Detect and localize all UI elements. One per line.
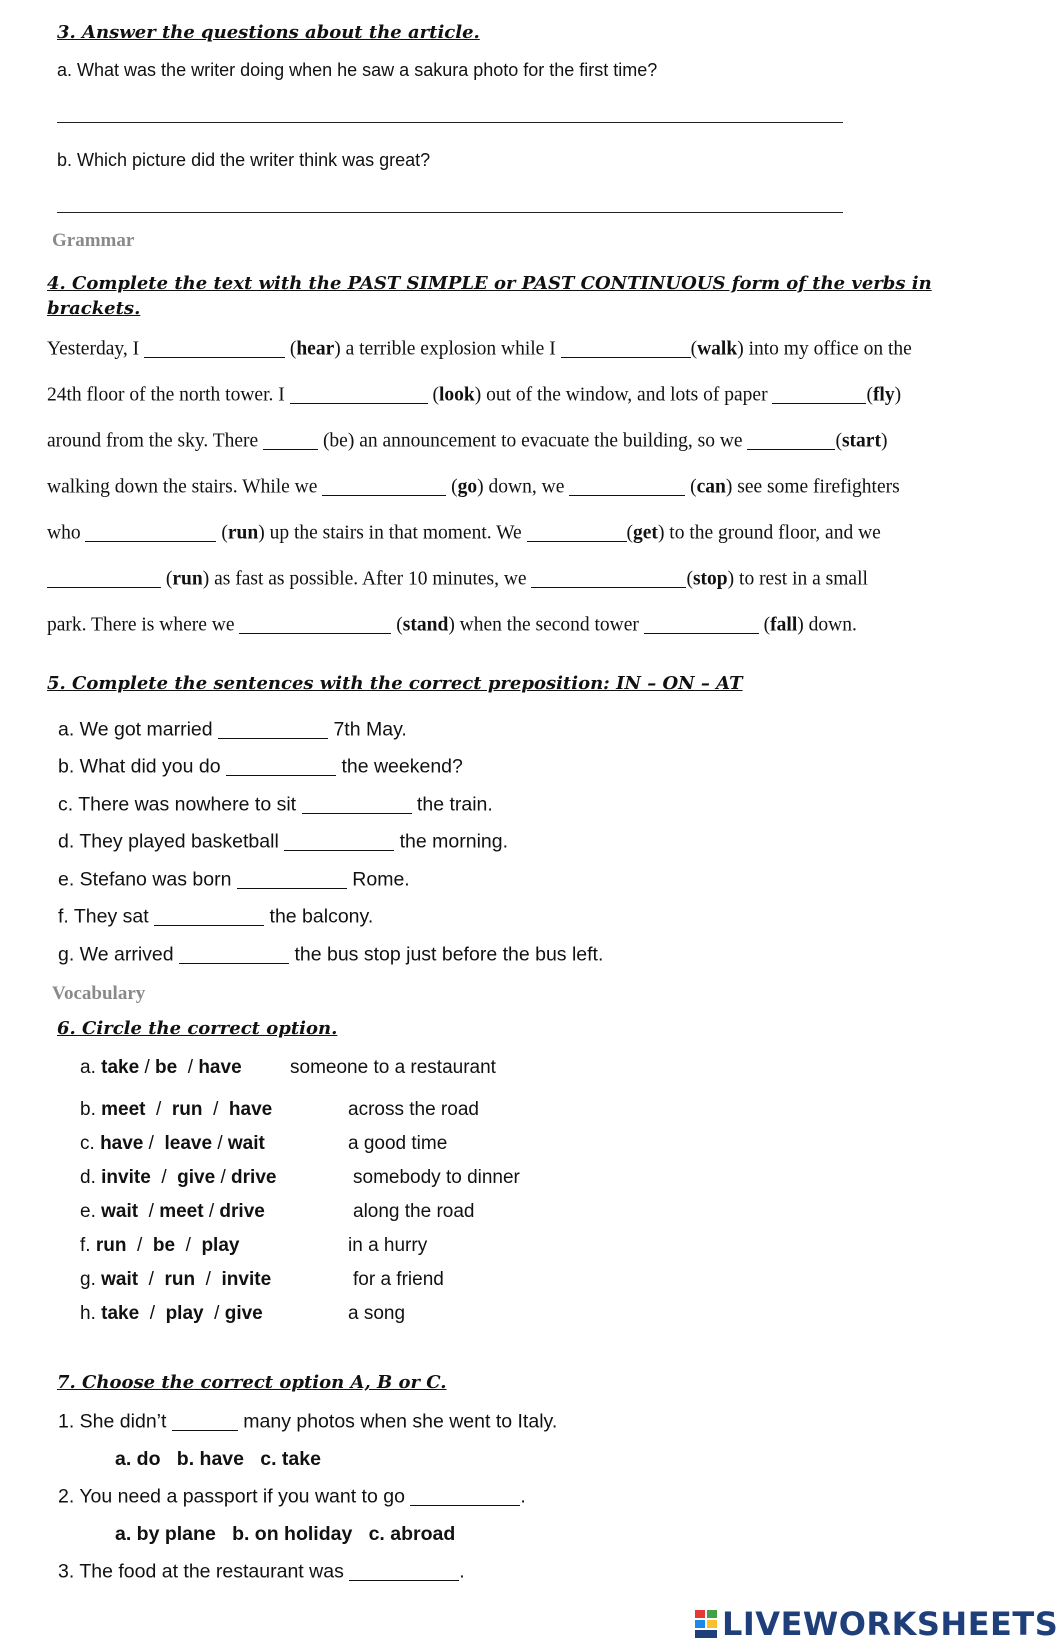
blank-be[interactable] xyxy=(263,429,318,450)
option[interactable]: give xyxy=(224,1303,263,1324)
blank[interactable] xyxy=(237,868,347,889)
preposition-item-e xyxy=(58,868,410,892)
option[interactable]: have xyxy=(228,1099,273,1120)
preposition-item-f xyxy=(58,905,373,929)
mc-options-1 xyxy=(115,1448,321,1471)
paragraph-line-2 xyxy=(47,383,901,407)
mc-question-2 xyxy=(58,1485,526,1509)
option[interactable]: be xyxy=(155,1057,178,1078)
preposition-item-d xyxy=(58,830,508,854)
letter: b. xyxy=(80,1099,96,1120)
text: ( xyxy=(835,430,842,452)
text: b. What did you do xyxy=(58,755,227,778)
text: ( xyxy=(289,338,297,360)
option[interactable]: run xyxy=(164,1269,196,1290)
vocabulary-label: Vocabulary xyxy=(52,983,146,1004)
section-6-title: 6. Circle the correct option. xyxy=(57,1018,338,1039)
option[interactable]: play xyxy=(201,1235,240,1256)
text: the morning. xyxy=(394,830,509,853)
verb: start xyxy=(841,430,881,452)
text: the train. xyxy=(411,793,493,816)
option-c[interactable]: c. take xyxy=(260,1448,321,1470)
option[interactable]: meet xyxy=(159,1201,204,1222)
phrase-d: somebody to dinner xyxy=(353,1167,520,1188)
mc-question-1 xyxy=(58,1410,557,1434)
letter: c. xyxy=(80,1133,95,1154)
text: walking down the stairs. While we xyxy=(47,476,323,498)
text: ( xyxy=(165,568,173,590)
text: (be) an announcement to evacuate the building, so we xyxy=(322,430,748,452)
answer-line-a[interactable] xyxy=(57,122,843,123)
text: 7th May. xyxy=(328,718,407,741)
blank-walk[interactable] xyxy=(561,337,691,358)
question-text: What was the writer doing when he saw a sakura photo for the first time? xyxy=(77,60,658,80)
option-c[interactable]: c. abroad xyxy=(368,1523,456,1545)
answer-line-b[interactable] xyxy=(57,212,843,213)
blank-stand[interactable] xyxy=(239,613,391,634)
blank-stop[interactable] xyxy=(531,567,686,588)
option[interactable]: wait xyxy=(101,1201,139,1222)
section-5-title: 5. Complete the sentences with the correct preposition: IN – ON – AT xyxy=(47,673,743,694)
liveworksheets-logo-icon xyxy=(695,1610,717,1638)
option[interactable]: run xyxy=(171,1099,203,1120)
verb: stop xyxy=(692,568,728,590)
letter: a. xyxy=(80,1057,96,1078)
phrase-a: someone to a restaurant xyxy=(290,1057,496,1078)
paragraph-line-3 xyxy=(47,429,887,453)
text: e. Stefano was born xyxy=(58,868,237,891)
text: 2. You need a passport if you want to go xyxy=(58,1485,411,1508)
text: ( xyxy=(396,614,403,636)
blank-run-1[interactable] xyxy=(85,521,216,542)
option[interactable]: invite xyxy=(101,1167,151,1188)
verb: go xyxy=(457,476,478,498)
text: 1. She didn’t xyxy=(58,1410,172,1433)
preposition-item-c xyxy=(58,793,493,817)
option[interactable]: take xyxy=(101,1057,140,1078)
option-row-f[interactable]: f. run / be / play xyxy=(80,1235,240,1256)
section-4-title-line2: brackets. xyxy=(47,298,141,319)
text: 3. The food at the restaurant was xyxy=(58,1560,350,1583)
text: f. They sat xyxy=(58,905,155,928)
text: ) down, we xyxy=(477,476,570,498)
option-a[interactable]: a. by plane xyxy=(115,1523,216,1545)
text: ) down. xyxy=(797,614,857,636)
text: ) when the second tower xyxy=(448,614,644,636)
verb: run xyxy=(172,568,203,590)
text: many photos when she went to Italy. xyxy=(237,1410,558,1433)
option[interactable]: drive xyxy=(219,1201,265,1222)
option-row-a[interactable]: a. take / be / have xyxy=(80,1057,242,1078)
blank-fall[interactable] xyxy=(644,613,759,634)
text: c. There was nowhere to sit xyxy=(58,793,302,816)
option-b[interactable]: b. have xyxy=(176,1448,244,1470)
text: ) xyxy=(880,430,888,452)
option[interactable]: leave xyxy=(164,1133,213,1154)
option[interactable]: invite xyxy=(221,1269,272,1290)
question-text: Which picture did the writer think was great? xyxy=(77,150,431,170)
option[interactable]: give xyxy=(177,1167,216,1188)
letter: e. xyxy=(80,1201,96,1222)
preposition-item-b xyxy=(58,755,463,779)
verb: run xyxy=(227,522,259,544)
option[interactable]: have xyxy=(198,1057,242,1078)
text: ) to the ground floor, and we xyxy=(657,522,881,544)
verb: hear xyxy=(296,338,335,360)
text: ) out of the window, and lots of paper xyxy=(474,384,773,406)
blank-get[interactable] xyxy=(527,521,627,542)
phrase-c: a good time xyxy=(348,1133,448,1154)
phrase-g: for a friend xyxy=(353,1269,444,1290)
text: g. We arrived xyxy=(58,943,180,966)
option[interactable]: be xyxy=(152,1235,176,1256)
text: ) to rest in a small xyxy=(727,568,868,590)
text: ( xyxy=(626,522,634,544)
verb: can xyxy=(696,476,726,498)
question-a xyxy=(57,60,657,81)
section-7-title: 7. Choose the correct option A, B or C. xyxy=(57,1372,447,1393)
blank[interactable] xyxy=(172,1410,238,1431)
paragraph-line-7 xyxy=(47,613,857,637)
text: ( xyxy=(686,568,693,590)
paragraph-line-4 xyxy=(47,475,900,499)
option[interactable]: run xyxy=(95,1235,127,1256)
grammar-label: Grammar xyxy=(52,230,135,251)
preposition-item-g xyxy=(58,943,603,967)
text: ( xyxy=(763,614,771,636)
text: Yesterday, I xyxy=(47,338,144,360)
option[interactable]: drive xyxy=(231,1167,277,1188)
option-row-b[interactable]: b. meet / run / have xyxy=(80,1099,273,1120)
text: around from the sky. There xyxy=(47,430,264,452)
text: ) up the stairs in that moment. We xyxy=(258,522,527,544)
blank-look[interactable] xyxy=(290,383,428,404)
blank[interactable] xyxy=(410,1485,520,1506)
option[interactable]: take xyxy=(101,1303,140,1324)
text: park. There is where we xyxy=(47,614,240,636)
verb: fall xyxy=(770,614,798,636)
text: ) a terrible explosion while I xyxy=(334,338,561,360)
question-letter: b. xyxy=(57,150,73,170)
text: a. We got married xyxy=(58,718,219,741)
letter: d. xyxy=(80,1167,96,1188)
option-b[interactable]: b. on holiday xyxy=(232,1523,353,1545)
blank-go[interactable] xyxy=(322,475,446,496)
paragraph-line-5 xyxy=(47,521,881,545)
preposition-item-a xyxy=(58,718,407,742)
option[interactable]: have xyxy=(100,1133,144,1154)
phrase-e: along the road xyxy=(353,1201,475,1222)
section-4-title-line1: 4. Complete the text with the PAST SIMPLE or PAST CONTINUOUS form of the verbs in xyxy=(47,273,932,294)
option-row-g[interactable]: g. wait / run / invite xyxy=(80,1269,272,1290)
option[interactable]: wait xyxy=(101,1269,139,1290)
paragraph-line-1 xyxy=(47,337,912,361)
phrase-b: across the road xyxy=(348,1099,479,1120)
phrase-h: a song xyxy=(348,1303,406,1324)
question-b xyxy=(57,150,430,171)
verb: look xyxy=(439,384,475,406)
option[interactable]: meet xyxy=(101,1099,146,1120)
question-letter: a. xyxy=(57,60,73,80)
text: Rome. xyxy=(346,868,410,891)
letter: f. xyxy=(80,1235,91,1256)
text: ( xyxy=(221,522,228,544)
verb: walk xyxy=(697,338,738,360)
paragraph-line-6 xyxy=(47,567,868,591)
blank[interactable] xyxy=(218,718,328,739)
text: the bus stop just before the bus left. xyxy=(289,943,604,966)
text: d. They played basketball xyxy=(58,830,285,853)
text: ( xyxy=(432,384,439,406)
text: ) as fast as possible. After 10 minutes, we xyxy=(202,568,532,590)
option-row-e[interactable]: e. wait / meet / drive xyxy=(80,1201,265,1222)
option-row-h[interactable]: h. take / play / give xyxy=(80,1303,263,1324)
phrase-f: in a hurry xyxy=(348,1235,428,1256)
option[interactable]: play xyxy=(165,1303,204,1324)
option-row-d[interactable]: d. invite / give / drive xyxy=(80,1167,277,1188)
text: who xyxy=(47,522,86,544)
blank[interactable] xyxy=(179,943,289,964)
option-row-c[interactable]: c. have / leave / wait xyxy=(80,1133,265,1154)
text: ( xyxy=(866,384,873,406)
blank[interactable] xyxy=(226,755,336,776)
liveworksheets-logo: LIVEWORKSHEETS xyxy=(722,1605,1058,1643)
text: ) into my office on the xyxy=(737,338,912,360)
blank-start[interactable] xyxy=(747,429,835,450)
blank-can[interactable] xyxy=(569,475,685,496)
text: ( xyxy=(451,476,458,498)
text: 24th floor of the north tower. I xyxy=(47,384,290,406)
option[interactable]: wait xyxy=(227,1133,265,1154)
blank-run-2[interactable] xyxy=(47,567,161,588)
text: . xyxy=(520,1485,526,1508)
blank[interactable] xyxy=(349,1560,459,1581)
blank-hear[interactable] xyxy=(144,337,285,358)
blank[interactable] xyxy=(302,793,412,814)
text: ( xyxy=(690,338,698,360)
blank-fly[interactable] xyxy=(772,383,866,404)
blank[interactable] xyxy=(284,830,394,851)
option-a[interactable]: a. do xyxy=(115,1448,161,1470)
text: ) xyxy=(894,384,902,406)
text: . xyxy=(459,1560,465,1583)
blank[interactable] xyxy=(154,905,264,926)
verb: fly xyxy=(872,384,895,406)
letter: g. xyxy=(80,1269,96,1290)
mc-options-2 xyxy=(115,1523,455,1546)
letter: h. xyxy=(80,1303,96,1324)
verb: stand xyxy=(402,614,449,636)
text: ) see some firefighters xyxy=(725,476,900,498)
text: the weekend? xyxy=(336,755,463,778)
mc-question-3 xyxy=(58,1560,465,1584)
text: the balcony. xyxy=(264,905,374,928)
text: ( xyxy=(690,476,697,498)
verb: get xyxy=(633,522,658,544)
section-3-title: 3. Answer the questions about the article. xyxy=(57,22,480,43)
